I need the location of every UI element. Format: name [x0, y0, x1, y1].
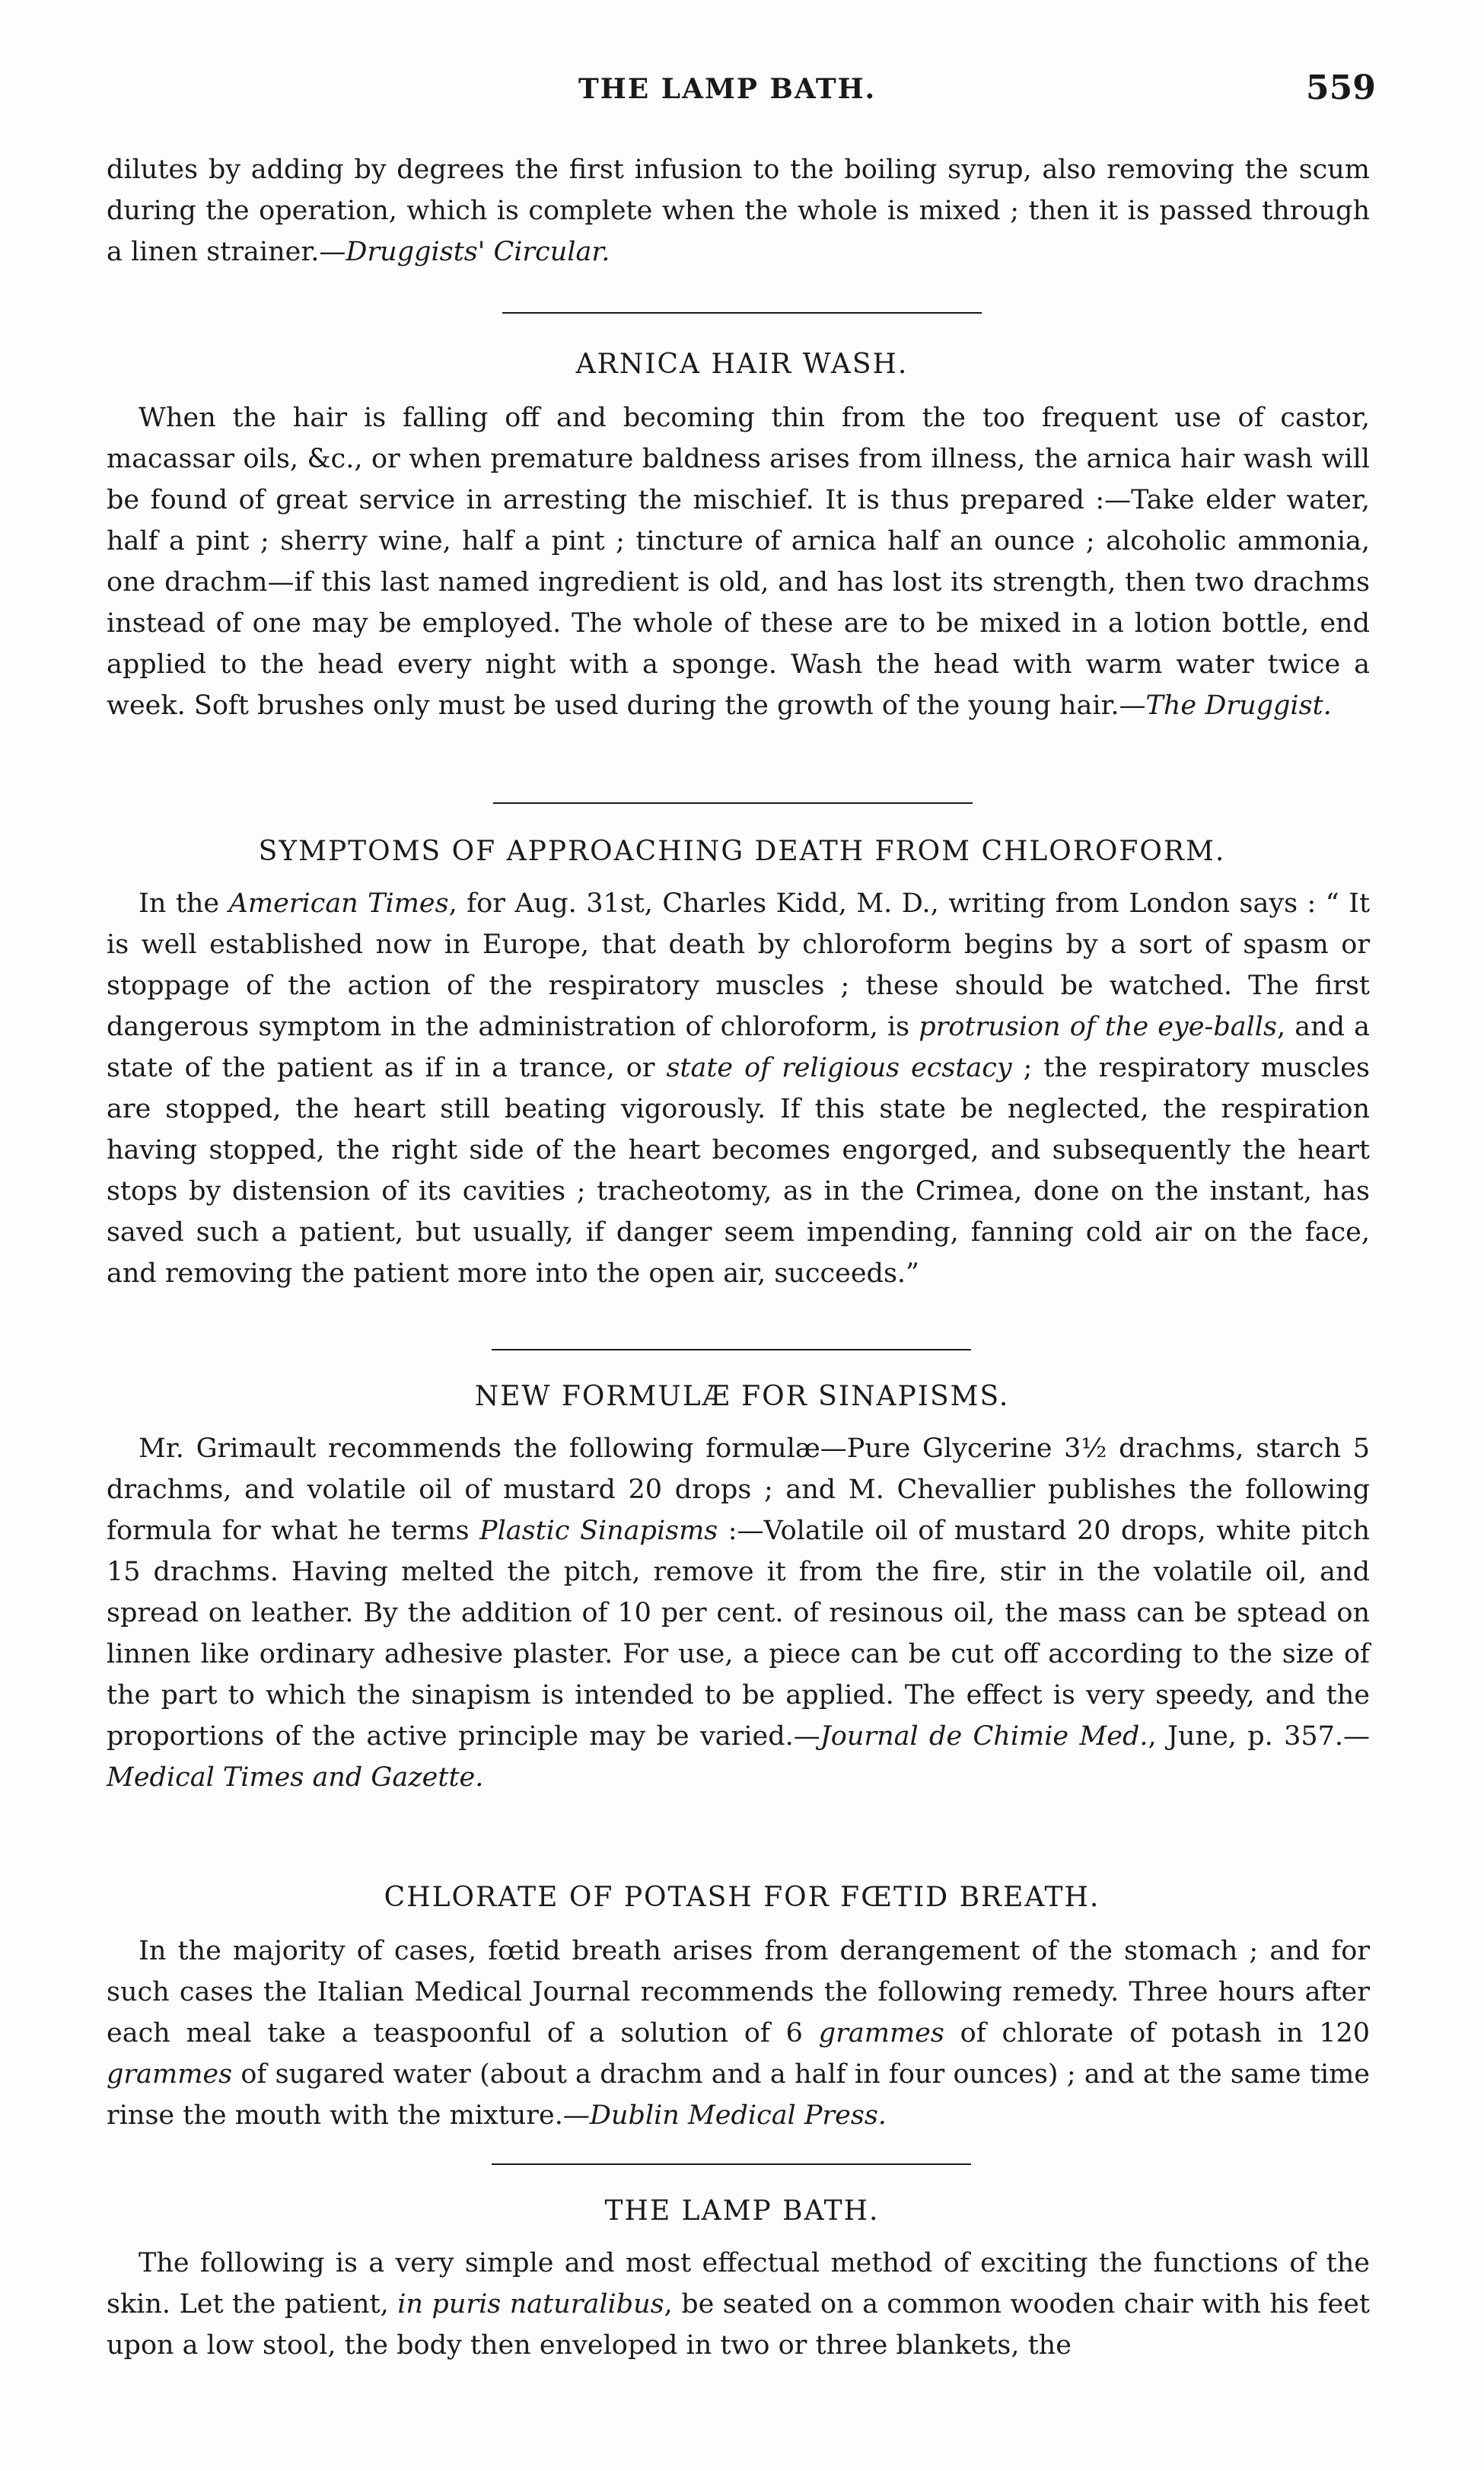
section-divider: [492, 1349, 971, 1350]
lamp-bath-text: , be seated on a common wooden chair with his feet upon a low stool, the body then enveloped in two or three blankets, the: [107, 2289, 1370, 2361]
emphasis: state of religious ecstacy: [666, 1053, 1012, 1083]
sinapisms-text: , June, p. 357.: [1148, 1721, 1344, 1752]
arnica-text: When the hair is falling off and becoming thin from the too frequent use of castor, macassar oils, &c., or when premature baldness arises from illness, the arnica hair wash will be found of great service in arresting the mischief. It is thus prepared :—Take elder water, half a pint ; sherry wine, half a pint ; tincture of arnica half an ounce ; alcoholic ammonia, one drachm—if this last named ingredient is old, and has lost its strength, then two drachms instead of one may be employed. The whole of these are to be mixed in a lotion bottle, end applied to the head every night with a sponge. Wash the head with warm water twice a week. Soft brushes only must be used during the growth of the young hair.: [107, 403, 1370, 721]
source-citation: —Journal de Chimie Med.: [793, 1721, 1148, 1752]
chloroform-text: , for Aug. 31st, Charles Kidd, M. D., writing from London says : “ It is well established now in Europe, that death by chloroform begins by a sort of spasm or stoppage of the action of the respiratory muscles ; these should be watched. The first dangerous symptom in the administration of chloroform, is: [107, 888, 1371, 1042]
page-number: 559: [1306, 69, 1376, 107]
unit: grammes: [818, 2018, 944, 2049]
article-heading-chloroform: SYMPTOMS OF APPROACHING DEATH FROM CHLOROFORM.: [258, 836, 1226, 867]
latin-phrase: in puris naturalibus: [397, 2289, 664, 2320]
chloroform-text: , and a state of the patient as if in a trance, or: [107, 1012, 1371, 1083]
journal-name: American Times: [228, 888, 449, 919]
article-heading-arnica: ARNICA HAIR WASH.: [575, 349, 909, 380]
page-header: [0, 69, 1484, 119]
unit: grammes: [107, 2059, 233, 2090]
continuation-text: dilutes by adding by degrees the first infusion to the boiling syrup, also removing the scum during the operation, which is complete when the whole is mixed ; then it is passed through a linen strainer.: [107, 155, 1370, 267]
source-citation: —Medical Times and Gazette.: [107, 1721, 1371, 1793]
running-title: THE LAMP BATH.: [578, 73, 877, 105]
section-divider: [492, 2163, 971, 2165]
emphasis: protrusion of the eye-balls: [919, 1012, 1277, 1042]
chloroform-text: ; the respiratory muscles are stopped, the heart still beating vigorously. If this state be neglected, the respiration having stopped, the right side of the heart becomes engorged, and subsequently the heart stops by distension of its cavities ; tracheotomy, as in the Crimea, done on the instant, has saved such a patient, but usually, if danger seem impending, fanning cold air on the face, and removing the patient more into the open air, succeeds.”: [107, 1053, 1370, 1289]
foetid-text: of sugared water (about a drachm and a half in four ounces) ; and at the same time rinse the mouth with the mixture.: [107, 2059, 1370, 2131]
sinapisms-text: :—Volatile oil of mustard 20 drops, white pitch 15 drachms. Having melted the pitch, remove it from the fire, stir in the volatile oil, and spread on leather. By the addition of 10 per cent. of resinous oil, the mass can be sptead on linnen like ordinary adhesive plaster. For use, a piece can be cut off according to the size of the part to which the sinapism is intended to be applied. The effect is very speedy, and the proportions of the active principle may be varied.: [107, 1516, 1370, 1752]
article-heading-sinapisms: NEW FORMULÆ FOR SINAPISMS.: [474, 1381, 1010, 1412]
article-body-lamp-bath: [107, 2243, 1370, 2366]
source-citation: —Dublin Medical Press.: [562, 2100, 887, 2131]
section-divider: [502, 312, 982, 314]
article-body-arnica: [107, 397, 1370, 726]
term: Plastic Sinapisms: [479, 1516, 718, 1546]
article-heading-lamp-bath: THE LAMP BATH.: [604, 2195, 880, 2227]
arnica-source: —The Druggist.: [1119, 690, 1332, 721]
continuation-paragraph: [107, 149, 1370, 273]
article-body-chloroform: [107, 883, 1370, 1294]
article-body-sinapisms: [107, 1428, 1370, 1798]
foetid-text: of chlorate of potash in 120: [944, 2018, 1370, 2049]
article-heading-foetid-breath: CHLORATE OF POTASH FOR FŒTID BREATH.: [384, 1882, 1100, 1913]
sinapisms-text: Mr. Grimault recommends the following formulæ—Pure Glycerine 3½ drachms, starch 5 drachms, and volatile oil of mustard 20 drops ; and M. Chevallier publishes the following formula for what he terms: [107, 1433, 1370, 1546]
continuation-source: —Druggists' Circular.: [319, 237, 610, 267]
chloroform-text: In the: [139, 888, 229, 919]
foetid-text: In the majority of cases, fœtid breath arises from derangement of the stomach ; and for such cases the Italian Medical Journal recommends the following remedy. Three hours after each meal take a teaspoonful of a solution of 6: [107, 1936, 1370, 2049]
section-divider: [493, 802, 973, 804]
article-body-foetid-breath: [107, 1931, 1370, 2136]
lamp-bath-text: The following is a very simple and most effectual method of exciting the functions of the skin. Let the patient,: [107, 2248, 1370, 2320]
